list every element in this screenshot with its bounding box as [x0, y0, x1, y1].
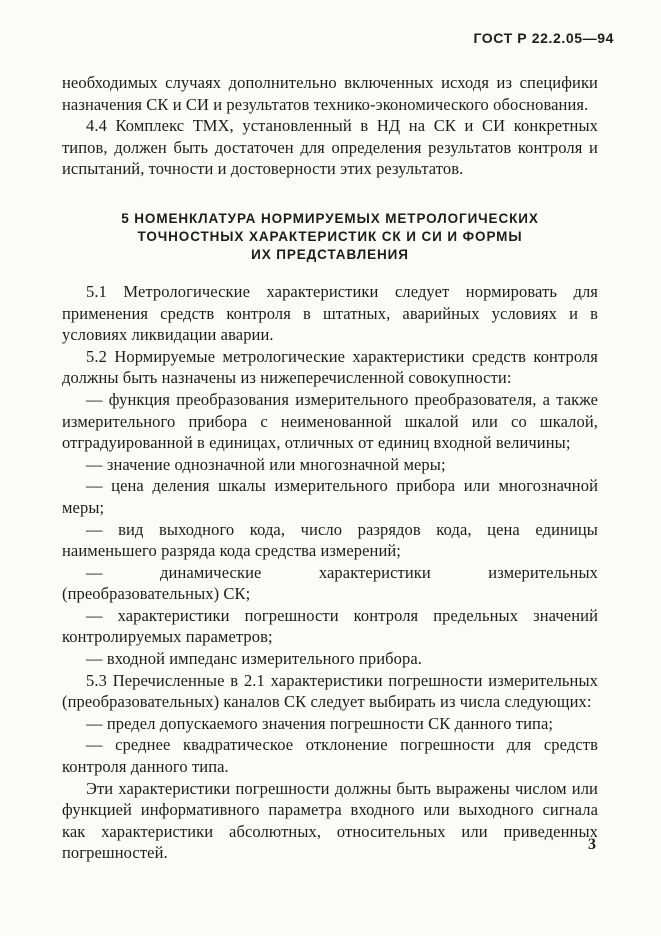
section-5-heading-line-3: ИХ ПРЕДСТАВЛЕНИЯ	[251, 246, 409, 262]
list-item-5-2: — цена деления шкалы измерительного прибора или многозначной меры;	[62, 476, 598, 517]
page-body	[62, 72, 598, 864]
paragraph-5-1: 5.1 Метрологические характеристики следует нормировать для применения средств контроля в штатных, аварийных условиях и в условиях ликвидации аварии.	[62, 281, 598, 345]
paragraph-5-2: 5.2 Нормируемые метрологические характеристики средств контроля должны быть назначены из нижеперечисленной совокупности:	[62, 346, 598, 388]
paragraph-5-3: 5.3 Перечисленные в 2.1 характеристики погрешности измерительных (преобразовательных) каналов СК следует выбирать из числа следующих:	[62, 670, 598, 712]
section-5-heading-line-2: ТОЧНОСТНЫХ ХАРАКТЕРИСТИК СК И СИ И ФОРМЫ	[137, 228, 523, 244]
list-item-5-2: — динамические характеристики измерительных (преобразовательных) СК;	[62, 562, 598, 604]
section-5-heading-line-1: 5 НОМЕНКЛАТУРА НОРМИРУЕМЫХ МЕТРОЛОГИЧЕСКИХ	[121, 210, 539, 226]
list-item-5-3: — среднее квадратическое отклонение погрешности для средств контроля данного типа.	[62, 735, 598, 777]
list-item-5-2: — вид выходного кода, число разрядов кода, цена единицы наименьшего разряда кода средства измерений;	[62, 519, 598, 561]
list-item-5-3: — предел допускаемого значения погрешности СК данного типа;	[86, 713, 554, 733]
paragraph-continuation: необходимых случаях дополнительно включенных исходя из специфики назначения СК и СИ и результатов технико-экономического обоснования.	[62, 73, 598, 114]
list-item-5-2: — значение однозначной или многозначной меры;	[86, 454, 446, 474]
list-item-5-2: — характеристики погрешности контроля предельных значений контролируемых параметров;	[62, 605, 598, 647]
document-code-header: ГОСТ Р 22.2.05—94	[473, 30, 614, 46]
paragraph-4-4: 4.4 Комплекс ТМХ, установленный в НД на СК и СИ конкретных типов, должен быть достаточен для определения результатов контроля и испытаний, точности и достоверности этих результатов.	[62, 116, 598, 179]
list-item-5-2: — входной импеданс измерительного прибора.	[86, 649, 422, 669]
list-item-5-2: — функция преобразования измерительного преобразователя, а также измерительного прибора с неименованной шкалой или со шкалой, отградуированной в единицах, отличных от единиц входной величины;	[62, 389, 598, 453]
section-5-heading	[62, 210, 598, 264]
paragraph-error-characteristics: Эти характеристики погрешности должны быть выражены числом или функцией информативного параметра входного или выходного сигнала как характеристики абсолютных, относительных или приведенных погрешностей.	[62, 778, 598, 863]
page-number: 3	[588, 836, 596, 853]
